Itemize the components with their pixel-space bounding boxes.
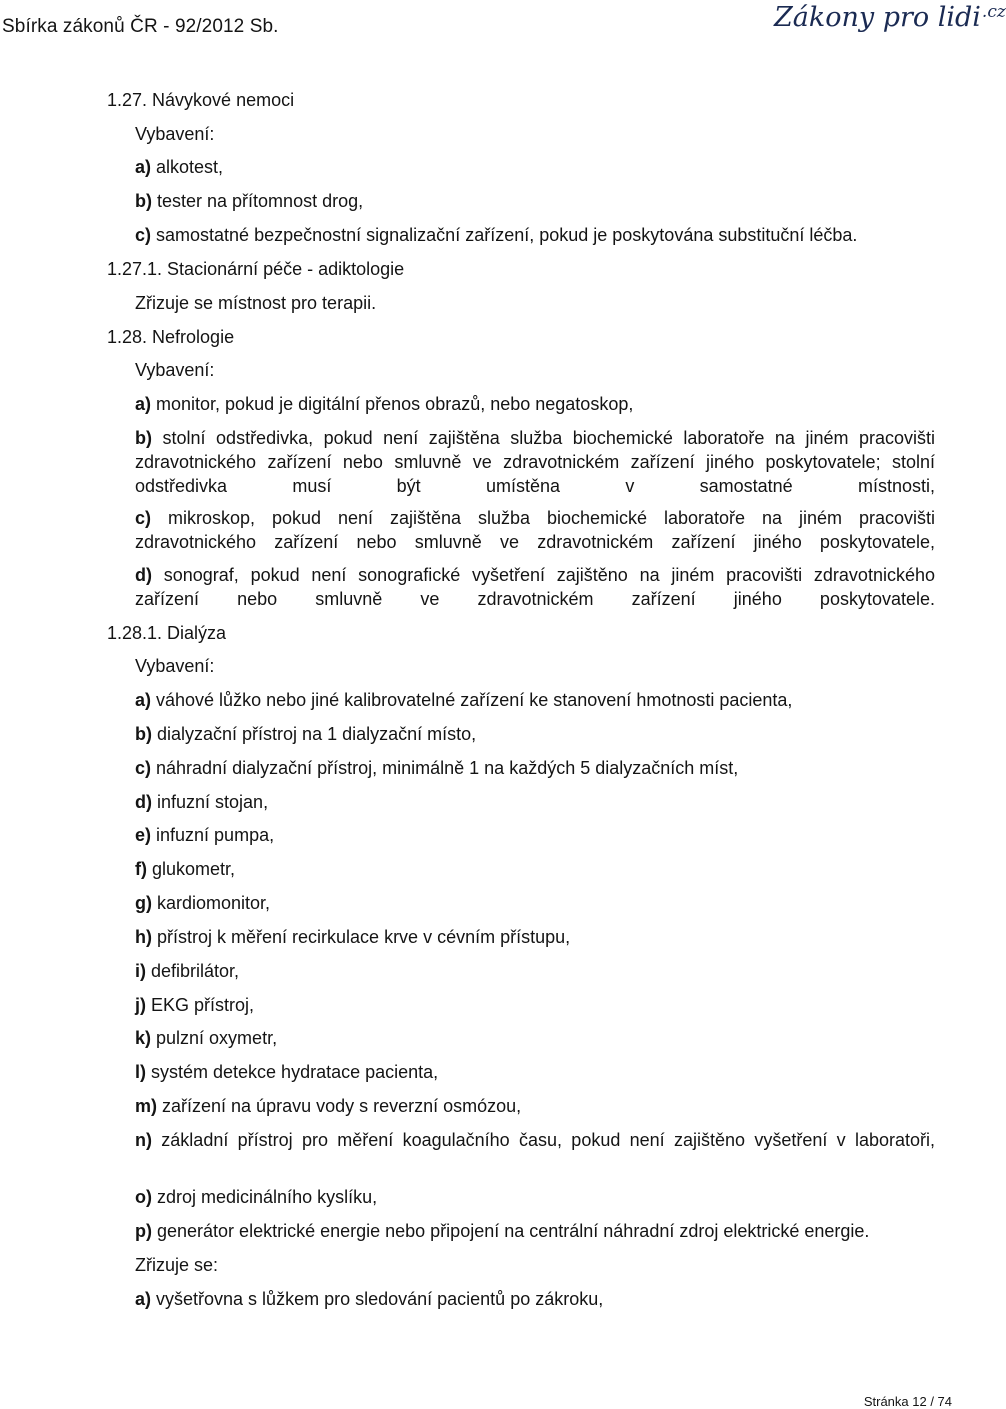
list-item (135, 223, 857, 247)
item-text: alkotest, (151, 157, 224, 177)
item-label: c) (135, 508, 152, 528)
brand-logo[interactable] (774, 2, 1006, 33)
item-label: b) (135, 191, 152, 211)
item-label: l) (135, 1062, 146, 1082)
item-text: tester na přítomnost drog, (152, 191, 364, 211)
list-item (135, 925, 570, 949)
item-text: zdroj medicinálního kyslíku, (152, 1187, 378, 1207)
item-label: e) (135, 825, 152, 845)
item-label: c) (135, 758, 152, 778)
page-number: Stránka 12 / 74 (863, 1394, 952, 1409)
list-item (135, 756, 738, 780)
list-item (135, 563, 935, 635)
item-label: h) (135, 927, 152, 947)
item-text: infuzní stojan, (152, 792, 269, 812)
document-title: Sbírka zákonů ČR - 92/2012 Sb. (2, 16, 279, 37)
section-heading: 1.28. Nefrologie (107, 327, 235, 347)
item-text: systém detekce hydratace pacienta, (146, 1062, 439, 1082)
item-text: náhradní dialyzační přístroj, minimálně 1 na každých 5 dialyzačních míst, (151, 758, 739, 778)
list-item (135, 1185, 377, 1209)
item-label: m) (135, 1096, 157, 1116)
brand-suffix: .cz (981, 2, 1006, 22)
equipment-label: Vybavení: (135, 656, 215, 676)
item-label: g) (135, 893, 152, 913)
brand-name: Zákony pro lidi (774, 2, 981, 33)
list-item (135, 857, 235, 881)
subsection-text: Zřizuje se místnost pro terapii. (135, 293, 377, 313)
item-label: o) (135, 1187, 152, 1207)
item-text: váhové lůžko nebo jiné kalibrovatelné zařízení ke stanovení hmotnosti pacienta, (151, 690, 793, 710)
list-item (135, 790, 268, 814)
item-label: c) (135, 225, 152, 245)
item-text: defibrilátor, (146, 961, 240, 981)
item-text: EKG přístroj, (146, 995, 255, 1015)
list-item (135, 1026, 277, 1050)
item-label: n) (135, 1130, 152, 1150)
item-label: d) (135, 565, 152, 585)
item-text: samostatné bezpečnostní signalizační zařízení, pokud je poskytována substituční léčba. (151, 225, 858, 245)
item-text: generátor elektrické energie nebo připojení na centrální náhradní zdroj elektrické energie. (152, 1221, 870, 1241)
subsection-heading: 1.28.1. Dialýza (107, 623, 227, 643)
item-label: a) (135, 1289, 152, 1309)
item-label: j) (135, 995, 146, 1015)
item-text: glukometr, (147, 859, 236, 879)
section-heading: 1.27. Návykové nemoci (107, 90, 295, 110)
list-item (135, 189, 363, 213)
item-label: a) (135, 690, 152, 710)
list-item (135, 959, 239, 983)
item-label: f) (135, 859, 147, 879)
item-text: pulzní oxymetr, (151, 1028, 278, 1048)
list-item (135, 823, 274, 847)
list-item (135, 1287, 603, 1311)
item-label: d) (135, 792, 152, 812)
list-item (135, 1128, 935, 1176)
equipment-label: Vybavení: (135, 124, 215, 144)
item-label: a) (135, 394, 152, 414)
list-item (135, 1094, 521, 1118)
item-text: vyšetřovna s lůžkem pro sledování pacientů po zákroku, (151, 1289, 604, 1309)
list-item (135, 155, 223, 179)
list-item (135, 993, 254, 1017)
item-text: základní přístroj pro měření koagulačního času, pokud není zajištěno vyšetření v laboratoři, (152, 1130, 935, 1150)
list-item (135, 1219, 869, 1243)
item-label: b) (135, 724, 152, 744)
item-text: přístroj k měření recirkulace krve v cévním přístupu, (152, 927, 571, 947)
item-label: i) (135, 961, 146, 981)
subsection-heading: 1.27.1. Stacionární péče - adiktologie (107, 259, 405, 279)
list-item (135, 891, 270, 915)
item-label: b) (135, 428, 152, 448)
item-label: p) (135, 1221, 152, 1241)
item-text: sonograf, pokud není sonografické vyšetření zajištěno na jiném pracovišti zdravotnického zařízení nebo smluvně ve zdravotnickém zařízení jiného poskytovatele. (135, 565, 935, 609)
list-item (135, 722, 476, 746)
item-text: stolní odstředivka, pokud není zajištěna služba biochemické laboratoře na jiném pracovišti zdravotnického zařízení nebo smluvně ve zdravotnickém zařízení jiného poskytovatele; stolní odstředivka musí být umístěna v samostatné místnosti, (135, 428, 935, 496)
item-label: a) (135, 157, 152, 177)
equipment-label: Vybavení: (135, 360, 215, 380)
item-text: monitor, pokud je digitální přenos obrazů, nebo negatoskop, (151, 394, 634, 414)
list-item (135, 392, 633, 416)
item-label: k) (135, 1028, 152, 1048)
list-item (135, 688, 792, 712)
item-text: dialyzační přístroj na 1 dialyzační místo, (152, 724, 477, 744)
list-item (135, 1060, 438, 1084)
establish-label: Zřizuje se: (135, 1255, 219, 1275)
item-text: kardiomonitor, (152, 893, 271, 913)
item-text: zařízení na úpravu vody s reverzní osmózou, (157, 1096, 522, 1116)
item-text: infuzní pumpa, (151, 825, 275, 845)
item-text: mikroskop, pokud není zajištěna služba biochemické laboratoře na jiném pracovišti zdravotnického zařízení nebo smluvně ve zdravotnickém zařízení jiného poskytovatele, (135, 508, 935, 552)
